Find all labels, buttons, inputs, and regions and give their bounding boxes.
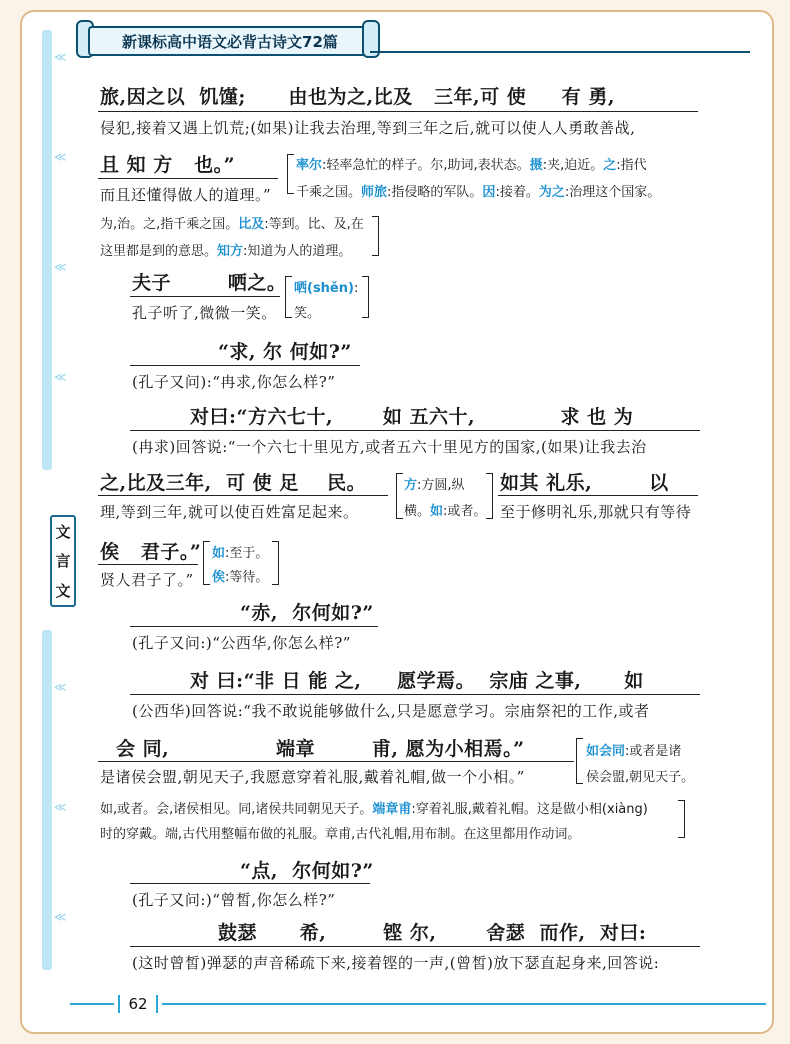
note-text: 这里都是到的意思。: [100, 244, 218, 259]
note-text: :指代: [616, 158, 647, 173]
note-text: :等到。比、及,在: [264, 217, 364, 232]
note-keyword: 如: [212, 546, 226, 561]
underline: [130, 296, 280, 297]
note-line: [212, 566, 268, 585]
translation-line: (公西华)回答说:“我不敢说能够做什么,只是愿意学习。宗庙祭祀的工作,或者: [132, 702, 650, 720]
note-keyword: 师旅: [361, 185, 388, 200]
translation-line: 而且还懂得做人的道理。”: [100, 186, 272, 204]
side-tab-char: 言: [55, 552, 71, 571]
note-text: 如,或者。会,诸侯相见。同,诸侯共同朝见天子。: [100, 802, 373, 817]
translation-line: 贤人君子了。”: [100, 571, 194, 589]
note-keyword: 哂(shěn): [294, 281, 354, 296]
leaf-icon: ≪: [54, 370, 67, 384]
original-line: 俟 君子。”: [100, 541, 202, 563]
note-text: :方圆,纵: [417, 478, 465, 493]
leaf-icon: ≪: [54, 800, 67, 814]
note-bracket: [362, 276, 369, 318]
note-line: 时的穿戴。端,古代用整幅布做的礼服。章甫,古代礼帽,用布制。在这里都用作动词。: [100, 827, 581, 842]
note-text: :知道为人的道理。: [243, 244, 352, 259]
side-tab-wenyanwen: [50, 515, 76, 607]
note-text: :轻率急忙的样子。尔,助词,表状态。: [322, 158, 530, 173]
translation-line: 侵犯,接着又遇上饥荒;(如果)让我去治理,等到三年之后,就可以使人人勇敢善战,: [100, 119, 636, 137]
side-tab-char: 文: [55, 523, 71, 542]
underline: [130, 883, 370, 884]
note-line: [294, 277, 358, 296]
note-keyword: 端章甫: [372, 802, 412, 817]
note-bracket: [678, 800, 685, 838]
note-text: :或者是诸: [625, 744, 682, 759]
note-line: [296, 154, 647, 173]
footer-rule: [162, 1003, 766, 1005]
underline: [130, 946, 700, 947]
translation-line: (冉求)回答说:“一个六七十里见方,或者五六十里见方的国家,(如果)让我去治: [132, 438, 647, 456]
note-line: 侯会盟,朝见天子。: [586, 770, 695, 785]
note-text: :: [353, 281, 359, 296]
note-bracket: [486, 473, 493, 519]
note-keyword: 方: [404, 478, 418, 493]
note-keyword: 比及: [238, 217, 265, 232]
original-line: 夫子 哂之。: [132, 272, 287, 294]
note-bracket: [272, 541, 279, 585]
original-line: 鼓瑟 希, 铿 尔, 舍瑟 而作, 对曰:: [218, 922, 647, 944]
original-line: “点, 尔何如?”: [240, 860, 374, 882]
original-line: 如其 礼乐, 以: [500, 472, 669, 494]
note-line: [404, 500, 486, 519]
underline: [98, 178, 278, 179]
note-keyword: 知方: [217, 244, 244, 259]
original-line: 对 曰:“非 日 能 之, 愿学焉。 宗庙 之事, 如: [190, 670, 644, 692]
original-line: 且 知 方 也。”: [100, 154, 236, 176]
page-number: 62: [128, 995, 148, 1013]
translation-line: (这时曾皙)弹瑟的声音稀疏下来,接着铿的一声,(曾皙)放下瑟直起身来,回答说:: [132, 954, 660, 972]
leaf-icon: ≪: [54, 260, 67, 274]
note-bracket: [396, 473, 403, 519]
note-line: [404, 474, 465, 493]
underline: [130, 626, 378, 627]
note-line: [100, 798, 648, 817]
note-bracket: [576, 738, 583, 784]
leaf-icon: ≪: [54, 50, 67, 64]
translation-line: (孔子又问:)“公西华,你怎么样?”: [132, 634, 351, 652]
original-line: 之,比及三年, 可 使 足 民。: [100, 472, 367, 494]
original-line: 旅,因之以 饥馑; 由也为之,比及 三年,可 使 有 勇,: [100, 86, 616, 108]
original-line: “求, 尔 何如?”: [218, 341, 352, 363]
note-keyword: 率尔: [296, 158, 323, 173]
translation-line: 是诸侯会盟,朝见天子,我愿意穿着礼服,戴着礼帽,做一个小相。”: [100, 768, 525, 786]
leaf-icon: ≪: [54, 910, 67, 924]
note-line: 笑。: [294, 306, 321, 321]
note-text: 横。: [404, 504, 431, 519]
note-bracket: [285, 276, 292, 318]
note-line: [586, 740, 681, 759]
note-keyword: 为之: [538, 185, 565, 200]
note-keyword: 如会同: [586, 744, 626, 759]
side-tab-char: 文: [55, 581, 71, 600]
underline: [130, 365, 360, 366]
note-text: :至于。: [225, 546, 269, 561]
note-line: [212, 542, 268, 561]
underline: [98, 495, 388, 496]
note-keyword: 俟: [212, 570, 226, 585]
note-keyword: 如: [430, 504, 444, 519]
underline: [130, 430, 700, 431]
translation-line: 理,等到三年,就可以使百姓富足起来。: [100, 503, 359, 521]
translation-line: (孔子又问:)“曾皙,你怎么样?”: [132, 891, 336, 909]
underline: [98, 564, 198, 565]
original-line: 对曰:“方六七十, 如 五六十, 求 也 为: [190, 406, 634, 428]
header-rule: [370, 51, 750, 53]
note-text: :等待。: [225, 570, 269, 585]
note-text: 千乘之国。: [296, 185, 362, 200]
note-text: :接着。: [495, 185, 539, 200]
bamboo-stalk: [42, 30, 52, 470]
note-text: :治理这个国家。: [564, 185, 661, 200]
note-line: [296, 181, 660, 200]
bamboo-decoration: [34, 30, 70, 990]
note-text: :指侵略的军队。: [387, 185, 483, 200]
underline: [98, 761, 574, 762]
note-keyword: 之: [603, 158, 617, 173]
original-line: “赤, 尔何如?”: [240, 602, 374, 624]
note-text: :穿着礼服,戴着礼帽。这是做小相(xiàng): [411, 802, 648, 817]
leaf-icon: ≪: [54, 150, 67, 164]
note-text: :或者。: [443, 504, 487, 519]
translation-line: (孔子又问):“冉求,你怎么样?”: [132, 373, 336, 391]
underline: [130, 694, 700, 695]
header-title: 新课标高中语文必背古诗文72篇: [88, 26, 372, 56]
note-bracket: [203, 541, 210, 585]
note-keyword: 因: [482, 185, 496, 200]
footer-rule: [70, 1003, 114, 1005]
note-bracket: [372, 216, 379, 256]
note-keyword: 摄: [529, 158, 543, 173]
note-line: [100, 240, 351, 259]
bamboo-stalk: [42, 630, 52, 970]
note-text: 为,治。之,指千乘之国。: [100, 217, 239, 232]
translation-line: 至于修明礼乐,那就只有等待: [500, 503, 692, 521]
note-line: [100, 213, 364, 232]
leaf-icon: ≪: [54, 680, 67, 694]
note-bracket: [287, 154, 294, 194]
original-line: 会 同, 端章 甫, 愿为小相焉。”: [116, 738, 525, 760]
underline: [98, 111, 698, 112]
translation-line: 孔子听了,微微一笑。: [132, 304, 277, 322]
note-text: :夹,迫近。: [542, 158, 604, 173]
footer-divider: [156, 995, 158, 1013]
underline: [498, 495, 698, 496]
